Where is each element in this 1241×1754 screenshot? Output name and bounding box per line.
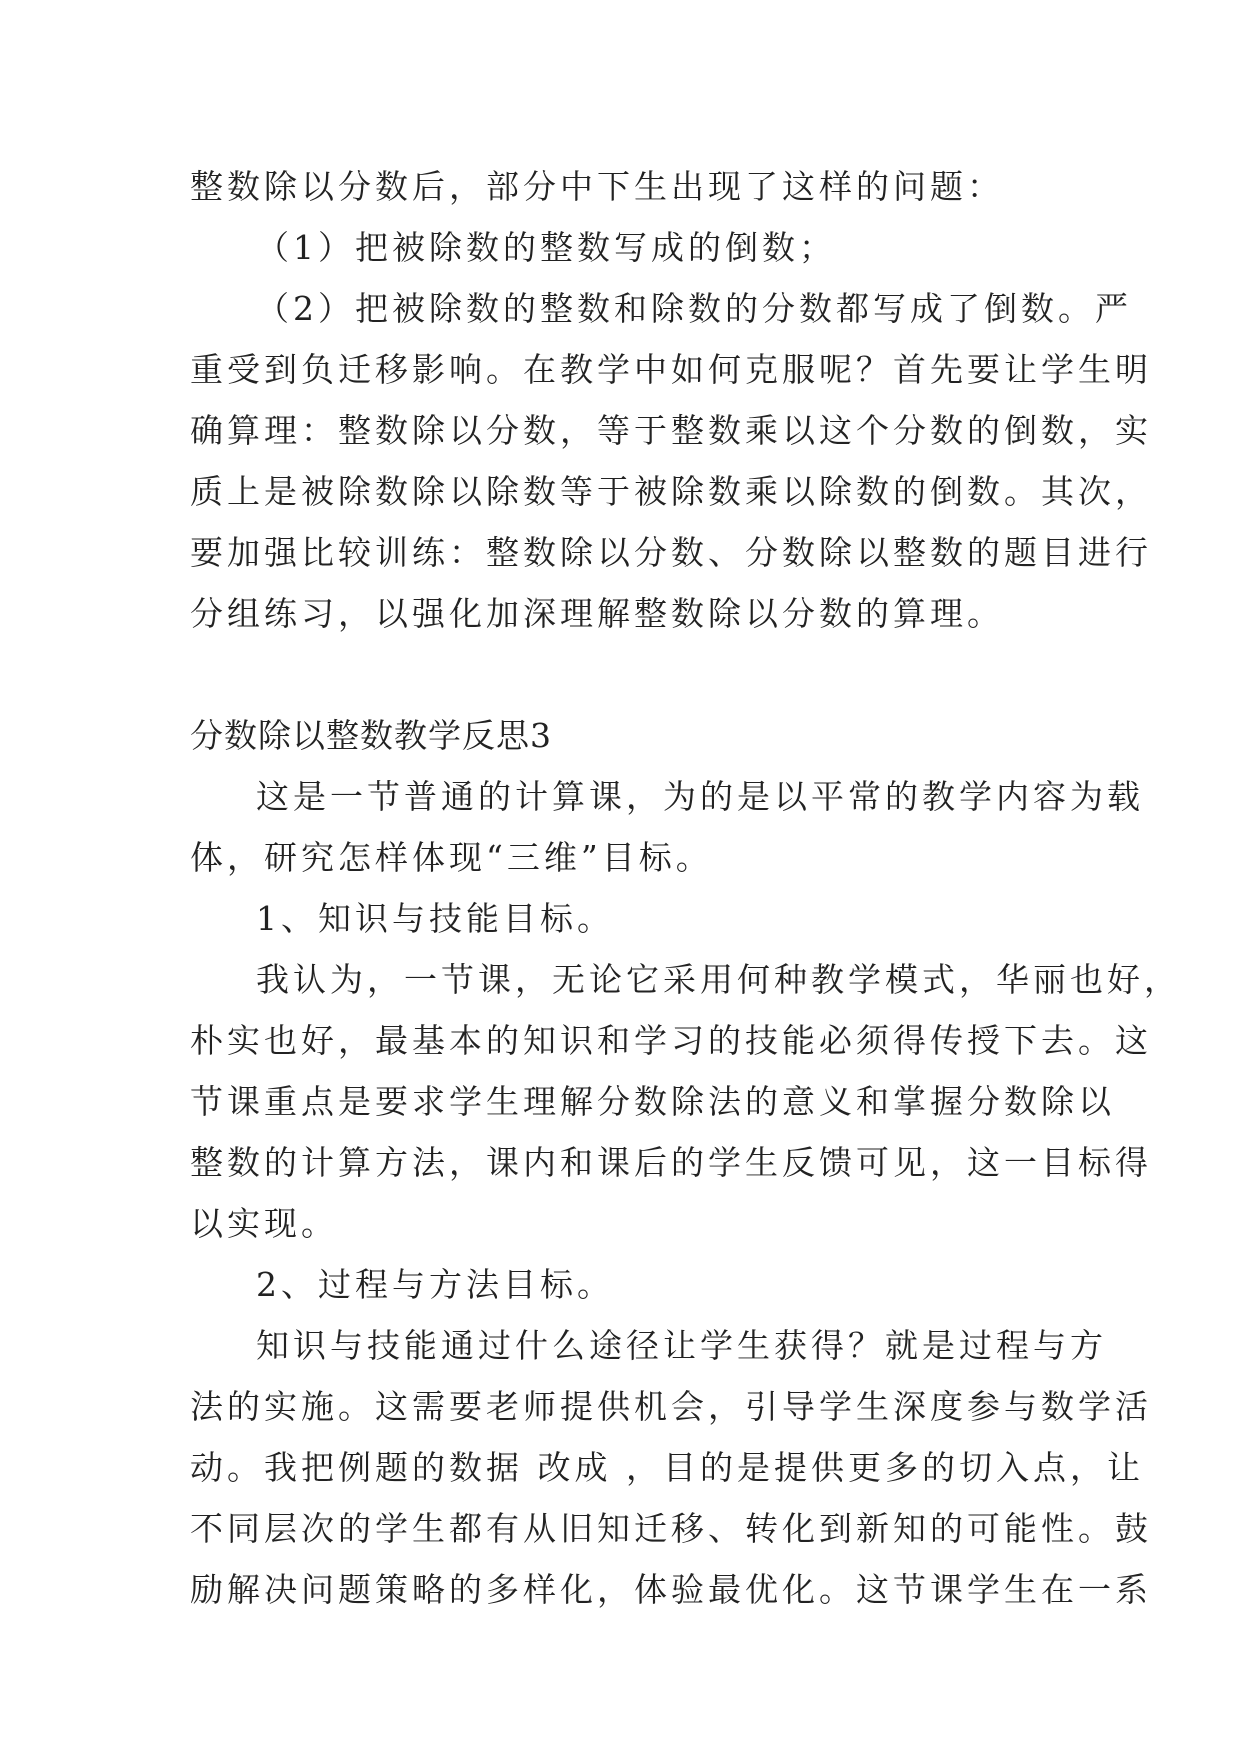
text-line: 动。我把例题的数据 改成 ，目的是提供更多的切入点，让 bbox=[190, 1448, 1144, 1487]
text-line: 质上是被除数除以除数等于被除数乘以除数的倒数。其次， bbox=[190, 472, 1152, 511]
text-line: 知识与技能通过什么途径让学生获得？就是过程与方 bbox=[256, 1326, 1107, 1365]
section-spacer bbox=[190, 644, 1060, 705]
text-line: 整数除以分数后，部分中下生出现了这样的问题： bbox=[190, 167, 1004, 206]
text-line: 不同层次的学生都有从旧知迁移、转化到新知的可能性。鼓 bbox=[190, 1509, 1152, 1548]
section-title: 分数除以整数教学反思3 bbox=[190, 716, 552, 755]
text-line: 这是一节普通的计算课，为的是以平常的教学内容为载 bbox=[256, 777, 1144, 816]
text-line: 法的实施。这需要老师提供机会，引导学生深度参与数学活 bbox=[190, 1387, 1152, 1426]
subheading-line: 1、知识与技能目标。 bbox=[256, 899, 614, 938]
subheading-line: 2、过程与方法目标。 bbox=[256, 1265, 614, 1304]
text-line: 朴实也好，最基本的知识和学习的技能必须得传授下去。这 bbox=[190, 1021, 1152, 1060]
text-line: 我认为，一节课，无论它采用何种教学模式，华丽也好， bbox=[256, 960, 1181, 999]
text-line: 以实现。 bbox=[190, 1204, 338, 1243]
text-line: 分组练习，以强化加深理解整数除以分数的算理。 bbox=[190, 594, 1004, 633]
document-body bbox=[190, 156, 1181, 1620]
text-line: 要加强比较训练：整数除以分数、分数除以整数的题目进行 bbox=[190, 533, 1152, 572]
text-line: 整数的计算方法，课内和课后的学生反馈可见，这一目标得 bbox=[190, 1143, 1152, 1182]
text-line: 体，研究怎样体现“三维”目标。 bbox=[190, 838, 713, 877]
text-line: 重受到负迁移影响。在教学中如何克服呢？首先要让学生明 bbox=[190, 350, 1152, 389]
text-line: 节课重点是要求学生理解分数除法的意义和掌握分数除以 bbox=[190, 1082, 1115, 1121]
text-line: 确算理：整数除以分数，等于整数乘以这个分数的倒数，实 bbox=[190, 411, 1152, 450]
list-item-line: （1）把被除数的整数写成的倒数； bbox=[256, 228, 836, 267]
text-line: 励解决问题策略的多样化，体验最优化。这节课学生在一系 bbox=[190, 1570, 1152, 1609]
list-item-line: （2）把被除数的整数和除数的分数都写成了倒数。严 bbox=[256, 289, 1132, 328]
